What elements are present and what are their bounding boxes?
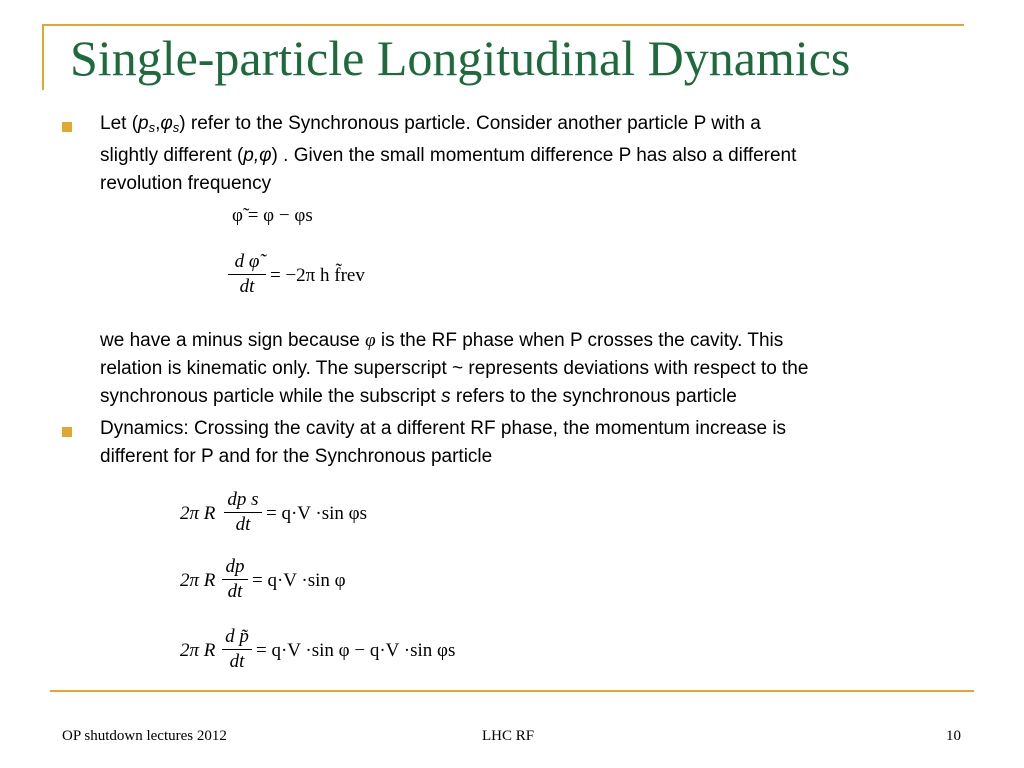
bullet-1-line-2: slightly different (p,φ) . Given the small momentum difference P has also a different [100, 145, 797, 166]
bullet-2-text [100, 415, 970, 471]
footer-center-text: LHC RF [482, 728, 535, 744]
left-border [42, 24, 44, 90]
bullet-marker-1 [62, 122, 72, 132]
paragraph-line-2: relation is kinematic only. The superscript ~ represents deviations with respect to the [100, 358, 809, 379]
paragraph-line-1: we have a minus sign because φ is the RF phase when P crosses the cavity. This [100, 330, 784, 351]
equation-5-rhs: = q·V ·sin φ − q·V ·sin φs [256, 640, 456, 661]
equation-4-lhs: 2π R [180, 570, 216, 591]
bullet-2-line-1: Dynamics: Crossing the cavity at a different RF phase, the momentum increase is [100, 418, 787, 439]
equation-5-fraction: d p̃ dt [222, 625, 252, 674]
footer-left-text: OP shutdown lectures 2012 [62, 728, 227, 744]
bullet-2-line-2: different for P and for the Synchronous particle [100, 446, 493, 467]
footer-divider [50, 690, 974, 692]
slide-title: Single-particle Longitudinal Dynamics [70, 30, 851, 86]
equation-phase-derivative-fraction: d φ̃ dt [228, 250, 266, 299]
equation-4-rhs: = q·V ·sin φ [252, 570, 346, 591]
equation-3-lhs: 2π R [180, 503, 216, 524]
bullet-1-line-3: revolution frequency [100, 173, 272, 194]
paragraph-line-3: synchronous particle while the subscript s refers to the synchronous particle [100, 386, 737, 407]
bullet-1-text [100, 110, 970, 198]
bullet-1-line-1: Let $(p_s,\varphi_s)$ refer to the Synchronous particle. Consider another particle P with a [100, 113, 761, 135]
bullet-marker-2 [62, 427, 72, 437]
paragraph-minus-sign [100, 327, 970, 411]
equation-4-fraction: dp dt [222, 555, 248, 604]
equation-3-rhs: = q·V ·sin φs [266, 503, 368, 524]
equation-5-lhs: 2π R [180, 640, 216, 661]
page-number: 10 [946, 728, 961, 744]
equation-3-fraction: dp s dt [224, 488, 262, 537]
equation-phase-deviation: φ̃ = φ − φs [232, 205, 313, 226]
equation-phase-derivative-rhs: = −2π h f̃rev [270, 265, 365, 286]
